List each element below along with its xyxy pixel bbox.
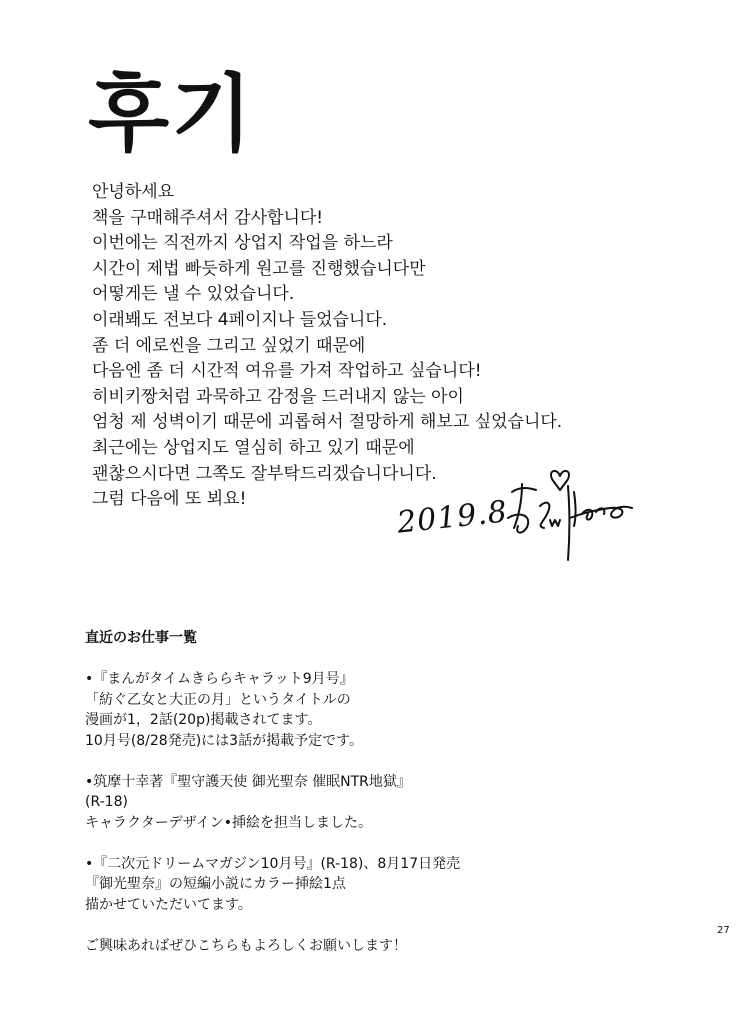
handwritten-signature — [500, 462, 635, 572]
work-item-line: •『まんがタイムきららキャラット9月号』 — [85, 671, 354, 687]
page-number: 27 — [717, 925, 730, 936]
work-item-line: •筑摩十幸著『聖守護天使 御光聖奈 催眠NTR地獄』 — [85, 773, 411, 790]
works-heading: 直近のお仕事一覧 — [85, 630, 197, 646]
page-title: 후기 — [88, 65, 255, 163]
work-item-line: •『二次元ドリームマガジン10月号』(R-18)、8月17日発売 — [85, 855, 461, 872]
body-line: 히비키짱처럼 과묵하고 감정을 드러내지 않는 아이 — [92, 386, 464, 407]
work-item-line: 描かせていただいてます。 — [85, 896, 252, 913]
body-line: 어떻게든 낼 수 있었습니다. — [92, 284, 295, 305]
work-item-line: 漫画が1，2話(20p)掲載されてます。 — [85, 712, 322, 728]
body-line: 책을 구매해주셔서 감사합니다! — [92, 207, 324, 228]
body-line: 다음엔 좀 더 시간적 여유를 가져 작업하고 싶습니다! — [92, 361, 482, 382]
work-item-line: 「紡ぐ乙女と大正の月」というタイトルの — [85, 691, 351, 708]
work-item-line: キャラクターデザイン•挿絵を担当しました。 — [85, 814, 372, 831]
work-item-line: (R-18) — [85, 794, 128, 810]
body-line: 안녕하세요 — [92, 182, 175, 202]
body-line: 시간이 제법 빠듯하게 원고를 진행했습니다만 — [92, 258, 426, 279]
closing-line: ご興味あればぜひこちらもよろしくお願いします！ — [85, 937, 407, 954]
recent-works — [85, 628, 460, 956]
body-line: 이래봬도 전보다 4페이지나 들었습니다. — [92, 309, 388, 330]
body-line: 괜찮으시다면 그쪽도 잘부탁드리겠습니다니다. — [92, 463, 437, 484]
body-line: 엄청 제 성벽이기 때문에 괴롭혀서 절망하게 해보고 싶었습니다. — [92, 412, 563, 433]
body-line: 이번에는 직전까지 상업지 작업을 하느라 — [92, 233, 393, 254]
signature — [385, 462, 635, 572]
body-line: 그럼 다음에 또 뵈요! — [92, 489, 247, 510]
work-item-line: 『御光聖奈』の短編小説にカラー挿絵1点 — [85, 876, 346, 892]
signature-date: 2019.8 — [395, 494, 510, 541]
work-item-line: 10月号(8/28発売)には3話が掲載予定です。 — [85, 732, 363, 749]
body-line: 최근에는 상업지도 열심히 하고 있기 때문에 — [92, 437, 415, 458]
body-line: 좀 더 에로씬을 그리고 싶었기 때문에 — [92, 335, 366, 356]
